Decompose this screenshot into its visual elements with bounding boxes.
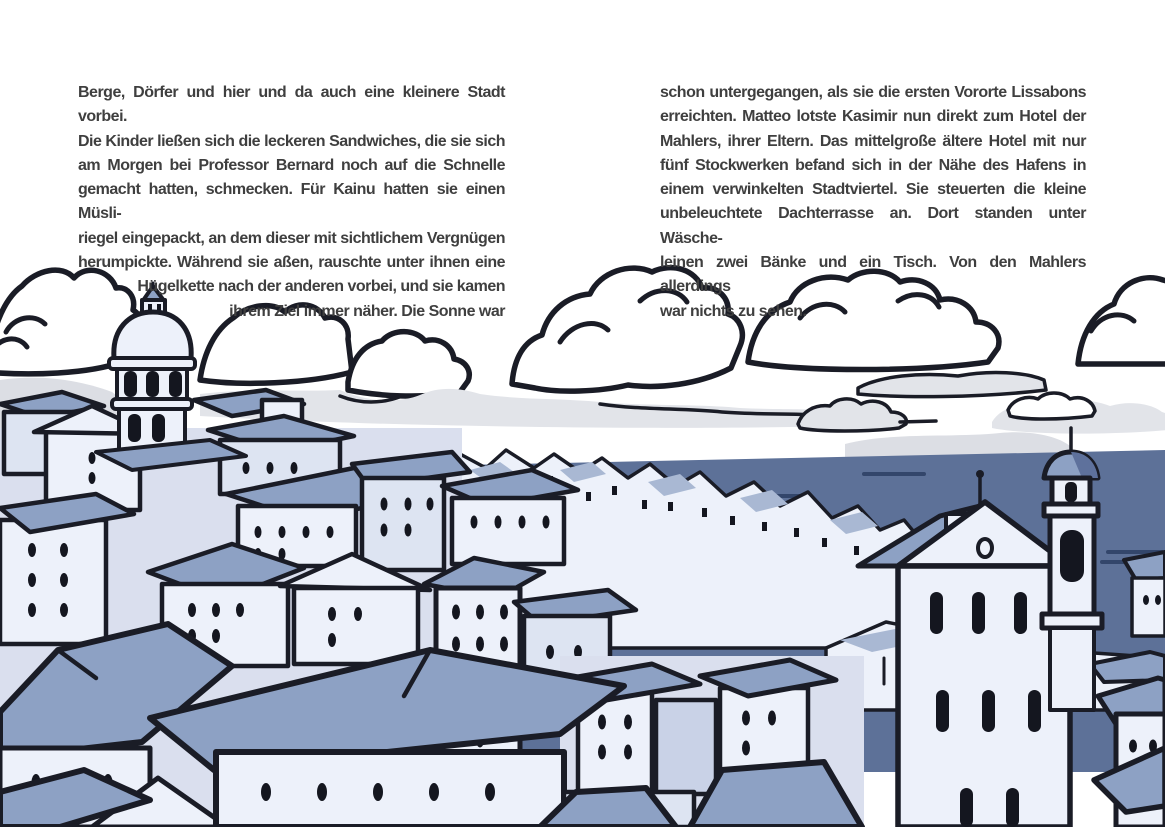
text-line: Hügelkette nach der anderen vorbei, und sie kamen bbox=[137, 278, 505, 296]
text-line: einem verwinkelten Stadtviertel. Sie steuerten die kleine bbox=[660, 181, 1086, 199]
text-line: war nichts zu sehen. bbox=[660, 302, 807, 320]
text-line: ihrem Ziel immer näher. Die Sonne war bbox=[229, 302, 505, 320]
text-line: schon untergegangen, als sie die ersten Vororte Lissabons bbox=[660, 84, 1086, 101]
text-line: unbeleuchtete Dachterrasse an. Dort standen unter Wäsche- bbox=[660, 205, 1086, 247]
text-line: Mahlers, ihrer Eltern. Das mittelgroße ältere Hotel mit nur bbox=[660, 132, 1086, 150]
text-line: fünf Stockwerken befand sich in der Nähe des Hafens in bbox=[660, 156, 1086, 174]
text-line: Berge, Dörfer und hier und da auch eine kleinere Stadt vorbei. bbox=[78, 84, 505, 126]
text-line: leinen zwei Bänke und ein Tisch. Von den Mahlers allerdings bbox=[660, 254, 1086, 296]
text-line: erreichten. Matteo lotste Kasimir nun direkt zum Hotel der bbox=[660, 108, 1086, 126]
left-text-column bbox=[78, 81, 505, 324]
text-line: herumpickte. Während sie aßen, rauschte unter ihnen eine bbox=[78, 254, 505, 272]
right-text-column bbox=[660, 81, 1086, 324]
text-line: riegel eingepackt, an dem dieser mit sichtlichem Vergnügen bbox=[78, 229, 505, 247]
text-line: Die Kinder ließen sich die leckeren Sandwiches, die sie sich bbox=[78, 132, 505, 150]
text-line: am Morgen bei Professor Bernard noch auf die Schnelle bbox=[78, 156, 505, 174]
text-line: gemacht hatten, schmecken. Für Kainu hatten sie einen Müsli- bbox=[78, 181, 505, 223]
